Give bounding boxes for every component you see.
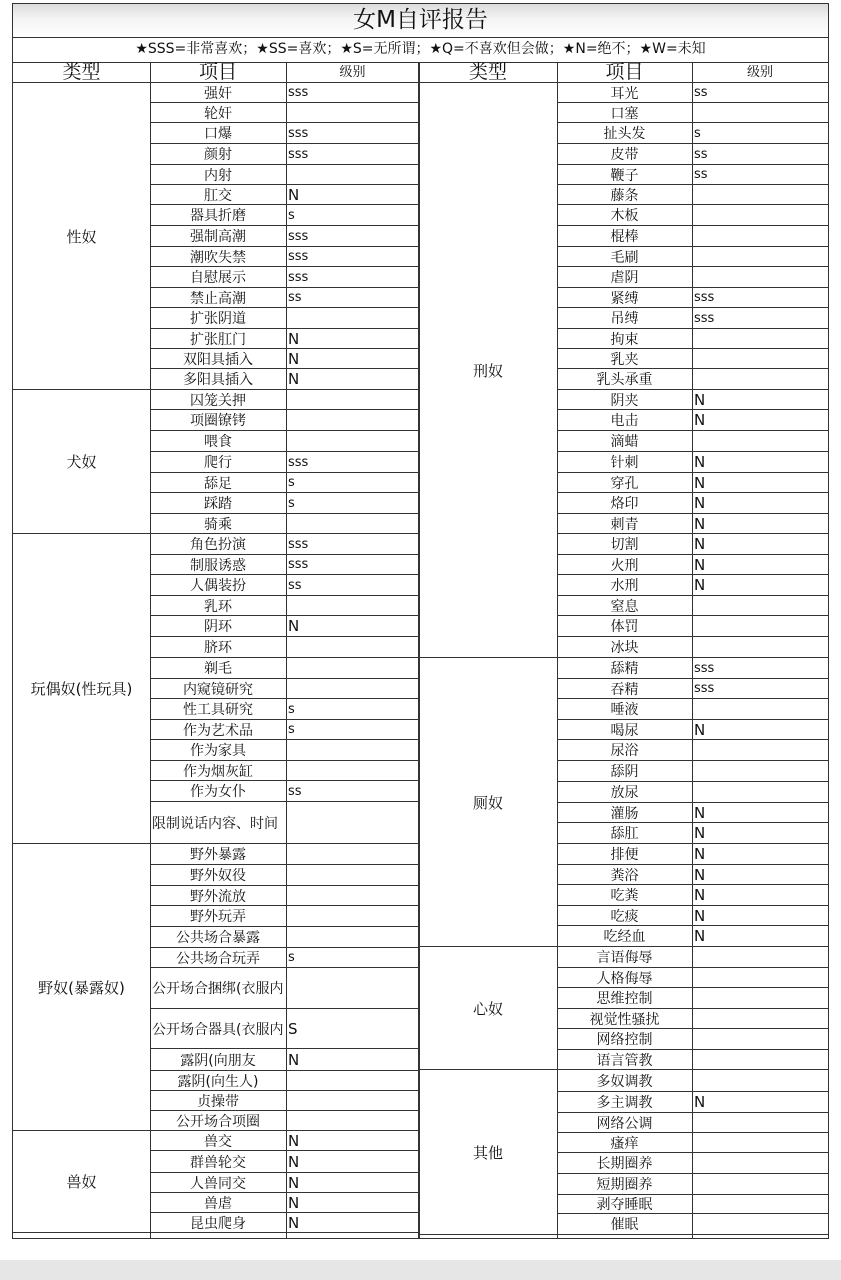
right-level-cell [692,740,828,761]
right-item-cell: 吃痰 [557,906,692,926]
left-level-cell: sss [286,452,418,473]
left-item-cell: 兽交 [150,1131,286,1151]
left-item-cell: 作为家具 [150,740,286,761]
left-level-cell [286,596,418,616]
right-level-cell: sss [692,288,828,308]
right-level-cell [692,1050,828,1070]
right-level-cell: N [692,844,828,865]
left-level-cell: s [286,699,418,720]
right-level-cell [692,699,828,720]
left-level-cell [286,165,418,185]
right-item-cell: 拘束 [557,329,692,349]
right-item-cell: 排便 [557,844,692,865]
left-level-cell: sss [286,226,418,247]
left-level-cell [286,968,418,1009]
right-item-cell: 乳头承重 [557,369,692,390]
right-level-cell [692,267,828,288]
right-level-cell [692,205,828,226]
right-level-cell: N [692,452,828,473]
left-item-cell: 喂食 [150,431,286,452]
left-item-cell: 肛交 [150,185,286,205]
right-item-cell: 唾液 [557,699,692,720]
right-level-cell [692,185,828,205]
left-item-cell: 强奸 [150,83,286,103]
left-level-cell: sss [286,534,418,555]
right-level-cell [692,103,828,123]
left-level-cell: N [286,1131,418,1151]
left-level-cell: s [286,205,418,226]
left-item-cell: 野外暴露 [150,844,286,865]
left-item-cell: 禁止高潮 [150,288,286,308]
left-level-cell [286,886,418,906]
right-level-cell [692,596,828,616]
left-level-cell: N [286,616,418,637]
left-item-cell: 公开场合捆绑(衣服内 [150,968,286,1009]
right-level-cell: N [692,885,828,906]
left-item-cell: 昆虫爬身 [150,1213,286,1233]
right-item-cell: 切割 [557,534,692,555]
right-item-cell: 体罚 [557,616,692,637]
right-item-cell: 紧缚 [557,288,692,308]
right-level-cell: N [692,906,828,926]
left-level-cell: sss [286,555,418,575]
right-category-cell: 其他 [419,1070,557,1235]
left-item-cell: 颜射 [150,144,286,165]
right-level-cell [692,1070,828,1092]
right-item-cell: 剥夺睡眠 [557,1195,692,1214]
right-item-cell: 乳夹 [557,349,692,369]
right-item-cell: 鞭子 [557,165,692,185]
left-item-cell: 踩踏 [150,493,286,514]
left-level-cell: N [286,185,418,205]
right-item-cell: 语言管教 [557,1050,692,1070]
right-level-cell: N [692,410,828,431]
left-level-cell [286,740,418,761]
right-item-cell: 思维控制 [557,988,692,1009]
left-level-cell [286,865,418,886]
left-item-cell: 脐环 [150,637,286,658]
left-category-cell: 野奴(暴露奴) [13,844,150,1131]
left-level-cell [286,927,418,948]
left-level-cell: N [286,1049,418,1071]
right-level-cell: N [692,575,828,596]
right-item-cell: 穿孔 [557,473,692,493]
left-category-cell: 兽奴 [13,1131,150,1233]
left-item-cell: 爬行 [150,452,286,473]
right-level-cell: N [692,514,828,534]
right-level-cell [692,1214,828,1235]
left-item-cell: 阴环 [150,616,286,637]
left-level-cell: N [286,1213,418,1233]
right-level-cell: sss [692,658,828,679]
left-level-cell [286,679,418,699]
left-level-cell: N [286,1193,418,1213]
right-level-cell [692,782,828,803]
right-item-cell: 棍棒 [557,226,692,247]
right-level-cell: sss [692,308,828,329]
left-item-cell: 多阳具插入 [150,369,286,390]
right-item-cell: 刺青 [557,514,692,534]
right-level-cell: N [692,534,828,555]
header-right-item: 项目 [557,62,692,83]
right-item-cell: 扯头发 [557,123,692,144]
left-item-cell: 人兽同交 [150,1173,286,1193]
left-level-cell [286,802,418,844]
right-item-cell: 舔阴 [557,761,692,782]
left-level-cell [286,514,418,534]
right-item-cell: 水刑 [557,575,692,596]
right-level-cell: N [692,926,828,947]
left-item-cell: 公共场合暴露 [150,927,286,948]
right-item-cell: 吃经血 [557,926,692,947]
right-item-cell: 皮带 [557,144,692,165]
right-item-cell: 针刺 [557,452,692,473]
left-item-cell: 角色扮演 [150,534,286,555]
right-level-cell: N [692,555,828,575]
right-item-cell: 言语侮辱 [557,947,692,968]
right-level-cell [692,1113,828,1133]
left-level-cell: s [286,493,418,514]
right-level-cell: N [692,493,828,514]
header-right-type: 类型 [419,62,557,83]
right-level-cell [692,761,828,782]
right-level-cell: ss [692,83,828,103]
right-item-cell: 吞精 [557,679,692,699]
left-item-cell: 项圈镣铐 [150,410,286,431]
right-level-cell: N [692,865,828,885]
rating-legend: ★SSS=非常喜欢；★SS=喜欢；★S=无所谓；★Q=不喜欢但会做；★N=绝不；★W=未知 [13,37,828,63]
right-item-cell: 窒息 [557,596,692,616]
right-level-cell: N [692,1092,828,1113]
right-level-cell [692,226,828,247]
right-level-cell [692,369,828,390]
right-item-cell: 多主调教 [557,1092,692,1113]
left-level-cell: sss [286,267,418,288]
left-category-cell: 性奴 [13,83,150,390]
right-item-cell: 喝尿 [557,720,692,740]
left-level-cell: s [286,948,418,968]
left-item-cell: 剃毛 [150,658,286,679]
header-left-item: 项目 [150,62,286,83]
right-item-cell: 吊缚 [557,308,692,329]
left-item-cell: 强制高潮 [150,226,286,247]
right-level-cell [692,349,828,369]
report-table [12,3,829,1239]
left-level-cell: sss [286,247,418,267]
right-level-cell: ss [692,165,828,185]
header-left-level: 级别 [286,62,419,83]
right-item-cell: 灌肠 [557,803,692,823]
left-level-cell [286,308,418,329]
right-item-cell: 多奴调教 [557,1070,692,1092]
right-level-cell [692,988,828,1009]
left-category-cell: 犬奴 [13,390,150,534]
right-category-cell: 刑奴 [419,83,557,658]
left-item-cell: 野外玩弄 [150,906,286,927]
left-item-cell: 乳环 [150,596,286,616]
right-level-cell: N [692,390,828,410]
left-item-cell: 性工具研究 [150,699,286,720]
right-item-cell: 舔精 [557,658,692,679]
right-level-cell: ss [692,144,828,165]
right-item-cell: 放尿 [557,782,692,803]
left-item-cell: 双阳具插入 [150,349,286,369]
left-item-cell: 器具折磨 [150,205,286,226]
left-level-cell: sss [286,144,418,165]
left-item-cell: 贞操带 [150,1091,286,1111]
right-level-cell: N [692,473,828,493]
right-item-cell: 虐阴 [557,267,692,288]
left-item-cell: 限制说话内容、时间 [150,802,286,844]
left-level-cell: s [286,720,418,740]
right-level-cell [692,1029,828,1050]
left-item-cell: 扩张阴道 [150,308,286,329]
right-level-cell [692,968,828,988]
left-item-cell: 轮奸 [150,103,286,123]
left-item-cell: 野外流放 [150,886,286,906]
left-item-cell: 人偶装扮 [150,575,286,596]
left-item-cell: 舔足 [150,473,286,493]
right-item-cell: 人格侮辱 [557,968,692,988]
right-item-cell: 耳光 [557,83,692,103]
left-level-cell [286,844,418,865]
left-item-cell: 扩张肛门 [150,329,286,349]
right-item-cell: 催眠 [557,1214,692,1235]
left-level-cell: N [286,329,418,349]
right-category-cell: 厕奴 [419,658,557,947]
right-item-cell: 粪浴 [557,865,692,885]
left-item-cell: 公开场合器具(衣服内 [150,1009,286,1049]
left-level-cell: s [286,473,418,493]
left-level-cell: sss [286,123,418,144]
left-level-cell [286,410,418,431]
left-level-cell: sss [286,83,418,103]
right-item-cell: 长期圈养 [557,1153,692,1174]
right-item-cell: 毛刷 [557,247,692,267]
right-item-cell: 冰块 [557,637,692,658]
left-item-cell: 作为女仆 [150,781,286,802]
right-item-cell: 电击 [557,410,692,431]
right-item-cell: 网络公调 [557,1113,692,1133]
right-item-cell: 舔肛 [557,823,692,844]
left-level-cell [286,1071,418,1091]
right-item-cell: 藤条 [557,185,692,205]
right-level-cell [692,1153,828,1174]
right-level-cell: N [692,823,828,844]
right-item-cell: 吃粪 [557,885,692,906]
right-level-cell [692,616,828,637]
left-level-cell: ss [286,781,418,802]
left-level-cell: N [286,369,418,390]
left-level-cell [286,637,418,658]
left-item-cell: 露阴(向朋友 [150,1049,286,1071]
right-item-cell: 网络控制 [557,1029,692,1050]
header-right-level: 级别 [692,62,828,83]
right-level-cell [692,1133,828,1153]
left-level-cell [286,906,418,927]
left-level-cell: N [286,1151,418,1173]
header-left-type: 类型 [13,62,150,83]
left-item-cell: 野外奴役 [150,865,286,886]
page-title: 女M自评报告 [13,4,828,38]
right-item-cell: 烙印 [557,493,692,514]
left-level-cell: S [286,1009,418,1049]
left-level-cell [286,761,418,781]
left-item-cell: 公共场合玩弄 [150,948,286,968]
right-item-cell: 木板 [557,205,692,226]
left-item-cell: 内窥镜研究 [150,679,286,699]
right-item-cell: 阴夹 [557,390,692,410]
right-level-cell [692,947,828,968]
left-item-cell: 口爆 [150,123,286,144]
right-level-cell: N [692,803,828,823]
left-level-cell [286,1091,418,1111]
right-level-cell: sss [692,679,828,699]
left-level-cell [286,390,418,410]
right-level-cell [692,1009,828,1029]
left-level-cell [286,1111,418,1131]
right-item-cell: 视觉性骚扰 [557,1009,692,1029]
right-item-cell: 滴蜡 [557,431,692,452]
right-item-cell: 尿浴 [557,740,692,761]
left-level-cell [286,103,418,123]
right-level-cell [692,1174,828,1195]
left-item-cell: 露阴(向生人) [150,1071,286,1091]
left-level-cell: ss [286,288,418,308]
left-item-cell: 内射 [150,165,286,185]
right-level-cell [692,329,828,349]
left-item-cell: 潮吹失禁 [150,247,286,267]
right-level-cell [692,637,828,658]
left-item-cell: 骑乘 [150,514,286,534]
left-item-cell: 自慰展示 [150,267,286,288]
left-level-cell: ss [286,575,418,596]
right-level-cell [692,247,828,267]
left-item-cell: 囚笼关押 [150,390,286,410]
left-item-cell: 公开场合项圈 [150,1111,286,1131]
right-item-cell: 火刑 [557,555,692,575]
left-category-cell: 玩偶奴(性玩具) [13,534,150,844]
left-item-cell: 作为烟灰缸 [150,761,286,781]
right-level-cell [692,1195,828,1214]
left-level-cell: N [286,1173,418,1193]
right-level-cell: N [692,720,828,740]
left-item-cell: 制服诱惑 [150,555,286,575]
left-level-cell [286,658,418,679]
bottom-bar [0,1260,841,1280]
right-level-cell: s [692,123,828,144]
left-level-cell [286,431,418,452]
left-item-cell: 群兽轮交 [150,1151,286,1173]
right-level-cell [692,431,828,452]
left-item-cell: 作为艺术品 [150,720,286,740]
right-category-cell: 心奴 [419,947,557,1070]
right-item-cell: 短期圈养 [557,1174,692,1195]
left-item-cell: 兽虐 [150,1193,286,1213]
right-item-cell: 口塞 [557,103,692,123]
left-level-cell: N [286,349,418,369]
right-item-cell: 瘙痒 [557,1133,692,1153]
